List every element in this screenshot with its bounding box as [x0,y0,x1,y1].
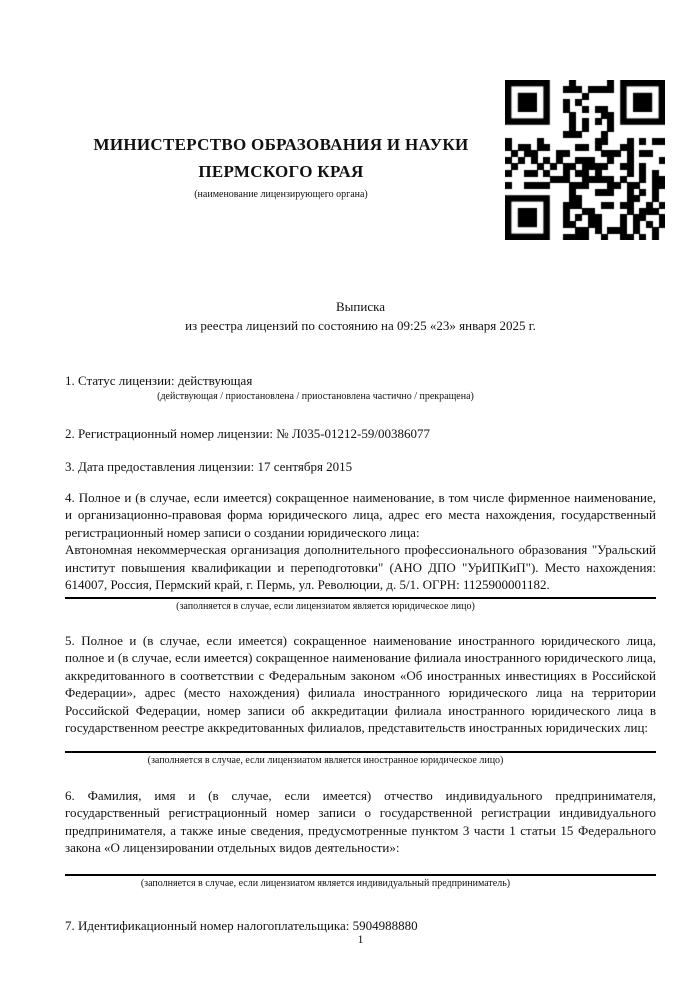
item-license-grant-date: 3. Дата предоставления лицензии: 17 сентября 2015 [65,459,353,474]
item-foreign-entity-note: (заполняется в случае, если лицензиатом является иностранное юридическое лицо) [147,754,504,766]
ministry-name-line1: МИНИСТЕРСТВО ОБРАЗОВАНИЯ И НАУКИ [93,135,469,154]
item-taxpayer-number: 7. Идентификационный номер налогоплательщика: 5904988880 [65,917,418,933]
item-license-status-note: (действующая / приостановлена / приостановлена частично / прекращена) [157,390,474,402]
foreign-entity-underline [65,751,656,753]
entrepreneur-underline [65,874,656,876]
item-foreign-entity-statement: 5. Полное и (в случае, если имеется) сокращенное наименование иностранного юридического лица, полное и (в случае, если имеется) сокращенное наименование филиала иностранного юридического лица, аккредитованного в соответствии с Федеральным законом «Об иностранных инвестициях в Российской Федерации», адрес (место нахождения) филиала иностранного юридического лица на территории Российской Федерации, номер записи об аккредитации филиала иностранного юридического лица в государственном реестре аккредитованных филиалов, представительств иностранных юридических лиц: [65,632,656,735]
ministry-name-line2: ПЕРМСКОГО КРАЯ [198,162,364,181]
page-number: 1 [357,932,364,946]
document-title-line2: из реестра лицензий по состоянию на 09:25 «23» января 2025 г. [185,318,536,333]
item-legal-entity-note: (заполняется в случае, если лицензиатом является юридическое лицо) [176,600,475,612]
ministry-name-caption: (наименование лицензирующего органа) [194,189,368,200]
item-registration-number: 2. Регистрационный номер лицензии: № Л035-01212-59/00386077 [65,425,431,441]
document-title-line1: Выписка [336,299,385,314]
item-license-status: 1. Статус лицензии: действующая [65,373,253,388]
legal-entity-underline [65,597,656,599]
item-entrepreneur-statement: 6. Фамилия, имя и (в случае, если имеется) отчество индивидуального предпринимателя, государственный регистрационный номер записи о государственной регистрации индивидуального предпринимателя, а также иные сведения, предусмотренные пунктом 3 части 1 статьи 15 Федерального закона «О лицензировании отдельных видов деятельности»: [65,787,656,855]
item-legal-entity-value: Автономная некоммерческая организация дополнительного профессионального образования "Уральский институт повышения квалификации и переподготовки" (АНО ДПО "УрИПКиП"). Место нахождения: 614007, Россия, Пермский край, г. Пермь, ул. Революции, д. 5/1. ОГРН: 1125900001182. [65,542,656,592]
item-legal-entity-statement: 4. Полное и (в случае, если имеется) сокращенное наименование, в том числе фирменное наименование, и организационно-правовая форма юридического лица, адрес его места нахождения, государственный регистрационный номер записи о создании юридического лица: [65,489,656,540]
document-title [65,0,656,335]
item-entrepreneur-note: (заполняется в случае, если лицензиатом является индивидуальный предприниматель) [140,877,511,889]
